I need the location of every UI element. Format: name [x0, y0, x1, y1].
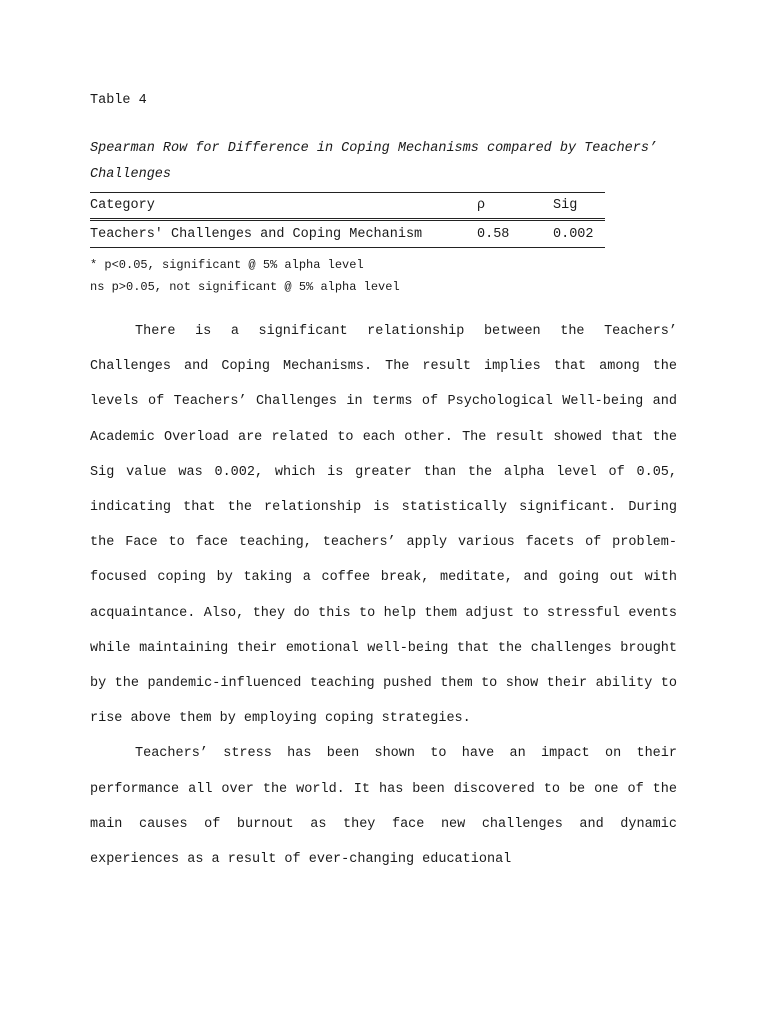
table-note: ns p>0.05, not significant @ 5% alpha level [90, 280, 400, 294]
table-header-row [90, 193, 605, 220]
header-rho: ρ [477, 193, 553, 220]
correlation-table [90, 192, 605, 248]
cell-category: Teachers' Challenges and Coping Mechanism [90, 220, 477, 248]
header-sig: Sig [553, 193, 605, 220]
cell-rho: 0.58 [477, 220, 553, 248]
body-paragraph: There is a significant relationship between the Teachers’ Challenges and Coping Mechanisms. The result implies that among the levels of Teachers’ Challenges in terms of Psychological Well-being and Academic Overload are related to each other. The result showed that the Sig value was 0.002, which is greater than the alpha level of 0.05, indicating that the relationship is statistically significant. During the Face to face teaching, teachers’ apply various facets of problem-focused coping by taking a coffee break, meditate, and going out with acquaintance. Also, they do this to help them adjust to stressful events while maintaining their emotional well-being that the challenges brought by the pandemic-influenced teaching pushed them to show their ability to rise above them by employing coping strategies. [90, 324, 677, 727]
table-label: Table 4 [90, 93, 147, 108]
table-caption: Spearman Row for Difference in Coping Mechanisms compared by Teachers’ Challenges [90, 141, 658, 182]
table-row [90, 220, 605, 248]
table-notes [90, 254, 400, 298]
body-paragraph: Teachers’ stress has been shown to have an impact on their performance all over the world. It has been discovered to be one of the main causes of burnout as they face new challenges and dynamic experiences as a result of ever-changing educational [90, 746, 677, 868]
header-category: Category [90, 193, 477, 220]
body-text [90, 314, 677, 877]
cell-sig: 0.002 [553, 220, 605, 248]
table-note: * p<0.05, significant @ 5% alpha level [90, 258, 364, 272]
